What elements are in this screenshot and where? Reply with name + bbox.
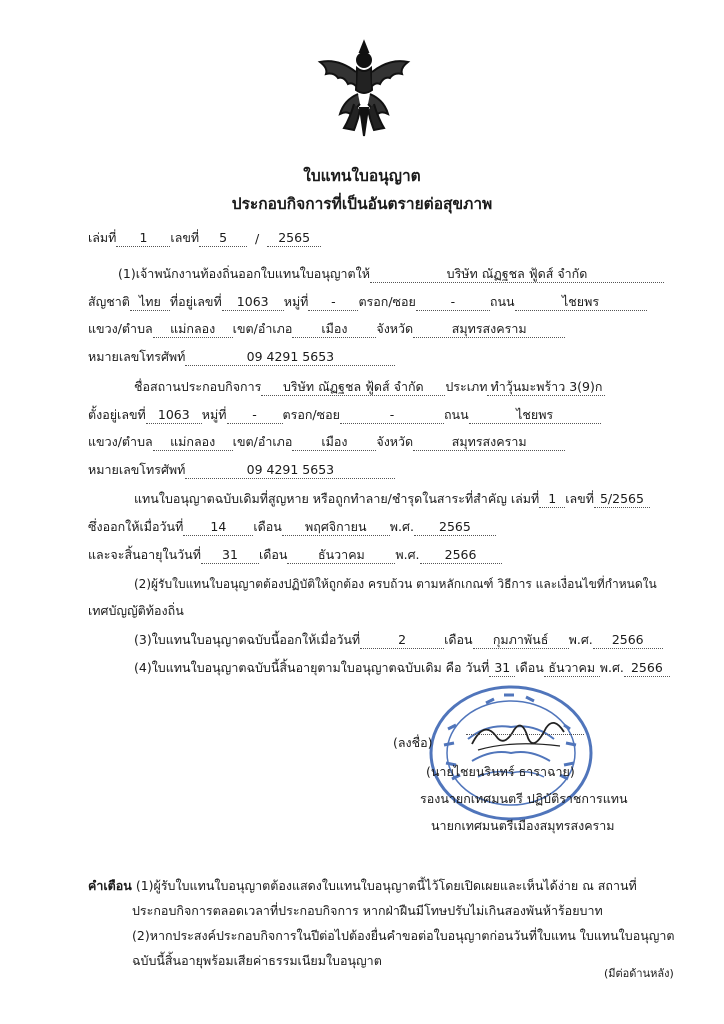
replacement-reason-line: [134, 490, 650, 508]
moo-label: หมู่ที่: [283, 294, 309, 309]
district-value: เมือง: [292, 320, 376, 338]
expiry-month: ธันวาคม: [544, 659, 600, 677]
number-label: เลขที่: [170, 230, 200, 245]
document-title: ใบแทนใบอนุญาต: [303, 167, 421, 185]
expiry-date-text: (4)ใบแทนใบอนุญาตฉบับนี้สิ้นอายุตามใบอนุญาตฉบับเดิม คือ วันที่: [134, 660, 490, 675]
soi-value: -: [416, 293, 490, 311]
type-label: ประเภท: [445, 379, 488, 394]
establishment-address-line: [88, 406, 601, 424]
establishment-name: บริษัท ณัฏฐชล ฟู้ดส์ จำกัด: [261, 378, 445, 396]
year-label: พ.ศ.: [389, 519, 414, 534]
original-issued-line: [88, 518, 496, 536]
issued-day: 14: [183, 518, 253, 536]
establishment-district-line: [88, 433, 565, 451]
address-label: ที่อยู่เลขที่: [169, 294, 222, 309]
condition-line-1: (2)ผู้รับใบแทนใบอนุญาตต้องปฏิบัติให้ถูกต้อง ครบถ้วน ตามหลักเกณฑ์ วิธีการ และเงื่อนไขที่กำหนดใน: [134, 577, 657, 591]
district-label: เขต/อำเภอ: [232, 434, 293, 449]
signer-position-2: นายกเทศมนตรีเมืองสมุทรสงคราม: [431, 818, 615, 833]
book-number-line: [88, 229, 321, 247]
warning-line-3: (2)หากประสงค์ประกอบกิจการในปีต่อไปต้องยื่นคำขอต่อใบอนุญาตก่อนวันที่ใบแทน ใบแทนใบอนุญาต: [132, 928, 675, 943]
district-value: เมือง: [292, 433, 376, 451]
expire-day: 31: [201, 546, 259, 564]
month-label: เดือน: [253, 519, 282, 534]
intro-text: (1)เจ้าพนักงานท้องถิ่นออกใบแทนใบอนุญาตให้: [118, 266, 370, 281]
issue-date-line: [134, 631, 663, 649]
licensee-name: บริษัท ณัฏฐชล ฟู้ดส์ จำกัด: [370, 265, 664, 283]
number-year: 2565: [267, 229, 321, 247]
road-value: ไชยพร: [515, 293, 647, 311]
year-label: พ.ศ.: [395, 547, 420, 562]
original-book-value: 1: [539, 490, 565, 508]
province-label: จังหวัด: [376, 434, 414, 449]
establishment-phone-line: [88, 461, 395, 479]
expiry-day: 31: [489, 659, 515, 677]
subdistrict-value: แม่กลอง: [153, 320, 233, 338]
province-label: จังหวัด: [376, 321, 414, 336]
expire-label: และจะสิ้นอายุในวันที่: [88, 547, 201, 562]
moo-value: -: [227, 406, 283, 424]
warning-text-1: (1)ผู้รับใบแทนใบอนุญาตต้องแสดงใบแทนใบอนุญาตนี้ไว้โดยเปิดเผยและเห็นได้ง่าย ณ สถานที่: [135, 878, 637, 893]
signer-position-1: รองนายกเทศมนตรี ปฏิบัติราชการแทน: [420, 791, 628, 806]
issue-day: 2: [360, 631, 444, 649]
province-value: สมุทรสงคราม: [413, 320, 565, 338]
expire-year: 2566: [420, 546, 502, 564]
licensee-line: [118, 265, 664, 283]
address-value: 1063: [222, 293, 284, 311]
moo-value: -: [308, 293, 358, 311]
month-label: เดือน: [258, 547, 288, 562]
road-value: ไชยพร: [469, 406, 601, 424]
expire-month: ธันวาคม: [287, 546, 395, 564]
year-label: พ.ศ.: [568, 632, 593, 647]
sign-label: (ลงชื่อ): [393, 735, 433, 750]
issued-label: ซึ่งออกให้เมื่อวันที่: [88, 519, 184, 534]
warning-title: คำเตือน: [88, 878, 132, 893]
number-value: 5: [199, 229, 247, 247]
warning-line-4: ฉบับนี้สิ้นอายุพร้อมเสียค่าธรรมเนียมใบอนุญาต: [132, 953, 382, 968]
road-label: ถนน: [443, 407, 469, 422]
licensee-district-line: [88, 320, 565, 338]
expiry-year: 2566: [624, 659, 670, 677]
type-value: ทำวุ้นมะพร้าว 3(9)ก: [487, 378, 605, 396]
subdistrict-value: แม่กลอง: [153, 433, 233, 451]
subdistrict-label: แขวง/ตำบล: [88, 321, 153, 336]
replacement-reason-text: แทนใบอนุญาตฉบับเดิมที่สูญหาย หรือถูกทำลาย/ชำรุดในสาระที่สำคัญ เล่มที่: [134, 491, 540, 506]
issued-year: 2565: [414, 518, 496, 536]
road-label: ถนน: [489, 294, 515, 309]
month-label: เดือน: [444, 632, 473, 647]
warning-line-2: ประกอบกิจการตลอดเวลาที่ประกอบกิจการ หากฝ่าฝืนมีโทษปรับไม่เกินสองพันห้าร้อยบาท: [132, 903, 603, 918]
located-value: 1063: [146, 406, 202, 424]
issue-date-text: (3)ใบแทนใบอนุญาตฉบับนี้ออกให้เมื่อวันที่: [134, 632, 361, 647]
establishment-label: ชื่อสถานประกอบกิจการ: [134, 379, 262, 394]
continued-note: (มีต่อด้านหลัง): [604, 967, 674, 980]
garuda-emblem-icon: [314, 38, 414, 140]
issue-month: กุมภาพันธ์: [473, 631, 569, 649]
province-value: สมุทรสงคราม: [413, 433, 565, 451]
moo-label: หมู่ที่: [201, 407, 227, 422]
nationality-value: ไทย: [130, 293, 170, 311]
book-value: 1: [116, 229, 170, 247]
document-subtitle: ประกอบกิจการที่เป็นอันตรายต่อสุขภาพ: [231, 195, 493, 213]
slash: /: [255, 231, 260, 246]
phone-value: 09 4291 5653: [185, 348, 395, 366]
soi-value: -: [340, 406, 444, 424]
issue-year: 2566: [593, 631, 663, 649]
year-label: พ.ศ.: [599, 660, 624, 675]
book-label: เล่มที่: [88, 230, 117, 245]
establishment-line: [134, 378, 605, 396]
month-label: เดือน: [515, 660, 544, 675]
signer-name: (นายไชยนรินทร์ ธาราฉาย): [426, 764, 575, 779]
phone-value: 09 4291 5653: [185, 461, 395, 479]
expiry-date-line: [134, 659, 670, 677]
subdistrict-label: แขวง/ตำบล: [88, 434, 153, 449]
phone-label: หมายเลขโทรศัพท์: [88, 462, 186, 477]
signature-line: [466, 734, 584, 735]
soi-label: ตรอก/ซอย: [358, 294, 416, 309]
condition-line-2: เทศบัญญัติท้องถิ่น: [88, 603, 184, 618]
soi-label: ตรอก/ซอย: [282, 407, 340, 422]
original-number-label: เลขที่: [565, 491, 594, 506]
phone-label: หมายเลขโทรศัพท์: [88, 349, 186, 364]
warning-line-1: [88, 877, 637, 895]
licensee-phone-line: [88, 348, 395, 366]
located-label: ตั้งอยู่เลขที่: [88, 407, 146, 422]
nationality-label: สัญชาติ: [88, 294, 130, 309]
original-expire-line: [88, 546, 502, 564]
issued-month: พฤศจิกายน: [282, 518, 390, 536]
handwritten-signature-icon: [464, 712, 574, 758]
original-number-value: 5/2565: [594, 490, 650, 508]
licensee-address-line: [88, 293, 647, 311]
district-label: เขต/อำเภอ: [232, 321, 293, 336]
